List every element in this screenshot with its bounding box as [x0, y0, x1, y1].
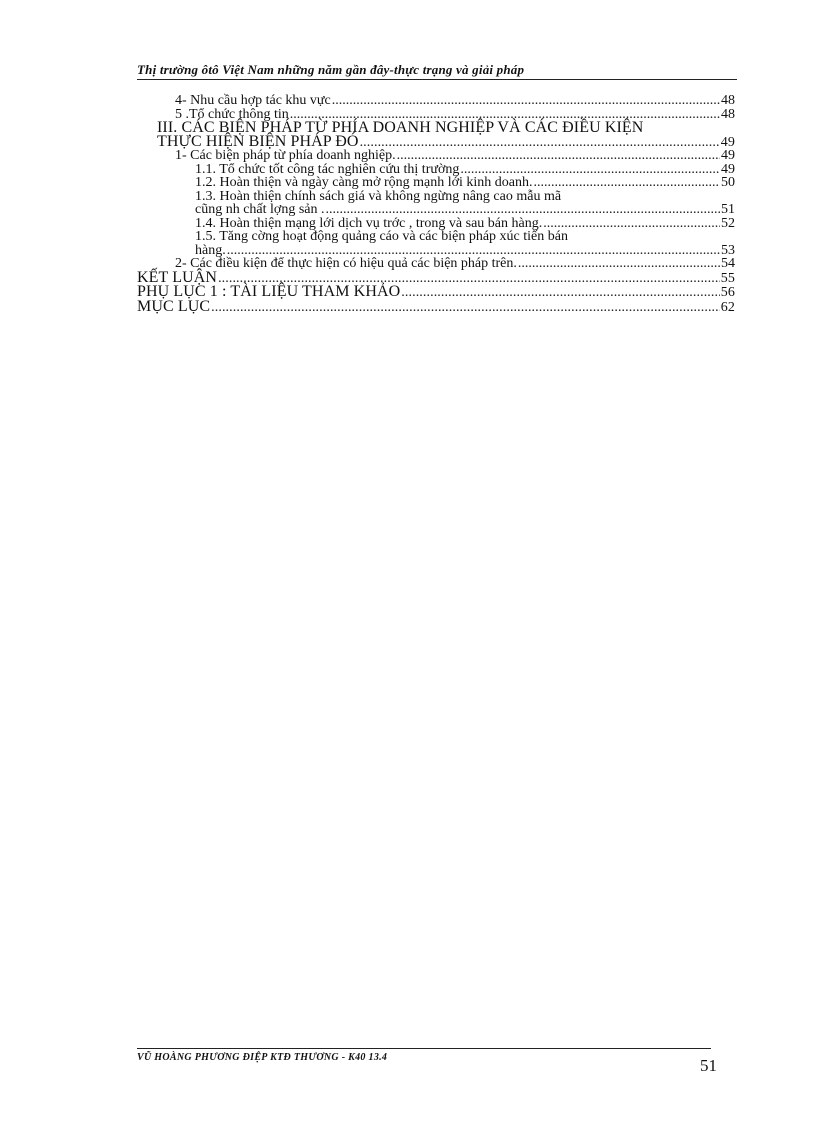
toc-entry[interactable] — [137, 132, 735, 150]
toc-entry-text: 4- Nhu cầu hợp tác khu vực — [175, 93, 331, 108]
toc-leader — [401, 286, 720, 300]
toc-page-number: 51 — [721, 202, 735, 217]
toc-page-number: 53 — [721, 242, 735, 258]
toc-entry-text: 5 .Tổ chức thông tin — [175, 106, 289, 122]
toc-entry[interactable] — [137, 149, 735, 163]
toc-entry[interactable] — [137, 285, 735, 300]
header-title: Thị trường ôtô Việt Nam những năm gần đây-thực trạng và giải pháp — [137, 62, 525, 77]
toc-entry[interactable] — [137, 203, 735, 217]
table-of-contents — [137, 94, 735, 314]
toc-entry[interactable] — [137, 244, 735, 258]
toc-page-number: 48 — [721, 106, 735, 122]
toc-page-number: 49 — [721, 161, 735, 177]
toc-entry-wrap-line[interactable] — [137, 190, 735, 204]
toc-entry-text: 1.4. Hoàn thiện mạng lới dịch vụ trớc , trong và sau bán hàng. — [195, 215, 543, 231]
toc-entry-text: cũng nh chất lợng sản . — [195, 202, 325, 217]
toc-entry[interactable] — [137, 94, 735, 108]
toc-leader — [211, 301, 720, 315]
toc-leader — [543, 217, 720, 231]
toc-leader — [534, 176, 720, 190]
toc-entry-text: 1.5. Tăng cờng hoạt động quảng cáo và các biện pháp xúc tiến bán — [195, 229, 568, 244]
toc-entry-text: 1.1. Tổ chức tốt công tác nghiên cứu thị trường — [195, 161, 460, 177]
toc-leader — [326, 203, 721, 217]
toc-entry-text: 1.3. Hoàn thiện chính sách giá và không ngừng nâng cao mẫu mã — [195, 188, 562, 204]
toc-entry-text: hàng. — [195, 242, 226, 258]
toc-entry-text: 2- Các điều kiện để thực hiện có hiệu quả các biện pháp trên. — [175, 256, 517, 271]
footer-author: VŨ HOÀNG PHƯƠNG ĐIỆP KTĐ THƯƠNG - K40 13.4 — [137, 1052, 388, 1063]
toc-page-number: 54 — [721, 256, 735, 271]
toc-page-number: 48 — [721, 93, 735, 108]
toc-leader — [360, 136, 720, 150]
toc-entry[interactable] — [137, 257, 735, 271]
toc-page-number: 52 — [721, 215, 735, 231]
toc-entry[interactable] — [137, 297, 735, 315]
toc-entry[interactable] — [137, 176, 735, 190]
toc-entry[interactable] — [137, 217, 735, 231]
toc-entry-wrap-line[interactable] — [137, 230, 735, 244]
toc-entry-text: PHỤ LỤC 1 : TÀI LIỆU THAM KHẢO — [137, 283, 401, 300]
page-number: 51 — [700, 1056, 717, 1075]
toc-entry-text: THỰC HIỆN BIỆN PHÁP ĐÓ — [157, 132, 359, 150]
toc-page-number: 56 — [720, 285, 735, 300]
toc-entry-text: KẾT LUẬN — [137, 268, 218, 286]
page-header — [137, 62, 737, 80]
toc-leader — [460, 163, 720, 177]
toc-entry[interactable] — [137, 163, 735, 177]
toc-leader — [518, 257, 720, 271]
toc-leader — [332, 94, 720, 108]
toc-entry-text: 1- Các biện pháp từ phía doanh nghiệp. — [175, 148, 396, 163]
toc-page-number: 50 — [721, 175, 735, 190]
toc-page-number: 49 — [721, 148, 735, 163]
toc-entry-text: MỤC LỤC — [137, 297, 211, 315]
toc-page-number: 55 — [720, 270, 735, 286]
toc-page-number: 62 — [720, 299, 735, 315]
toc-page-number: 49 — [720, 134, 735, 150]
toc-entry-text: 1.2. Hoàn thiện và ngày càng mở rộng mạnh lới kinh doanh. — [195, 175, 533, 190]
toc-leader — [227, 244, 720, 258]
toc-leader — [397, 149, 720, 163]
toc-entry-text: III. CÁC BIỆN PHÁP TỪ PHÍA DOANH NGHIỆP VÀ CÁC ĐIỀU KIỆN — [157, 119, 644, 136]
footer-divider — [137, 1048, 711, 1049]
